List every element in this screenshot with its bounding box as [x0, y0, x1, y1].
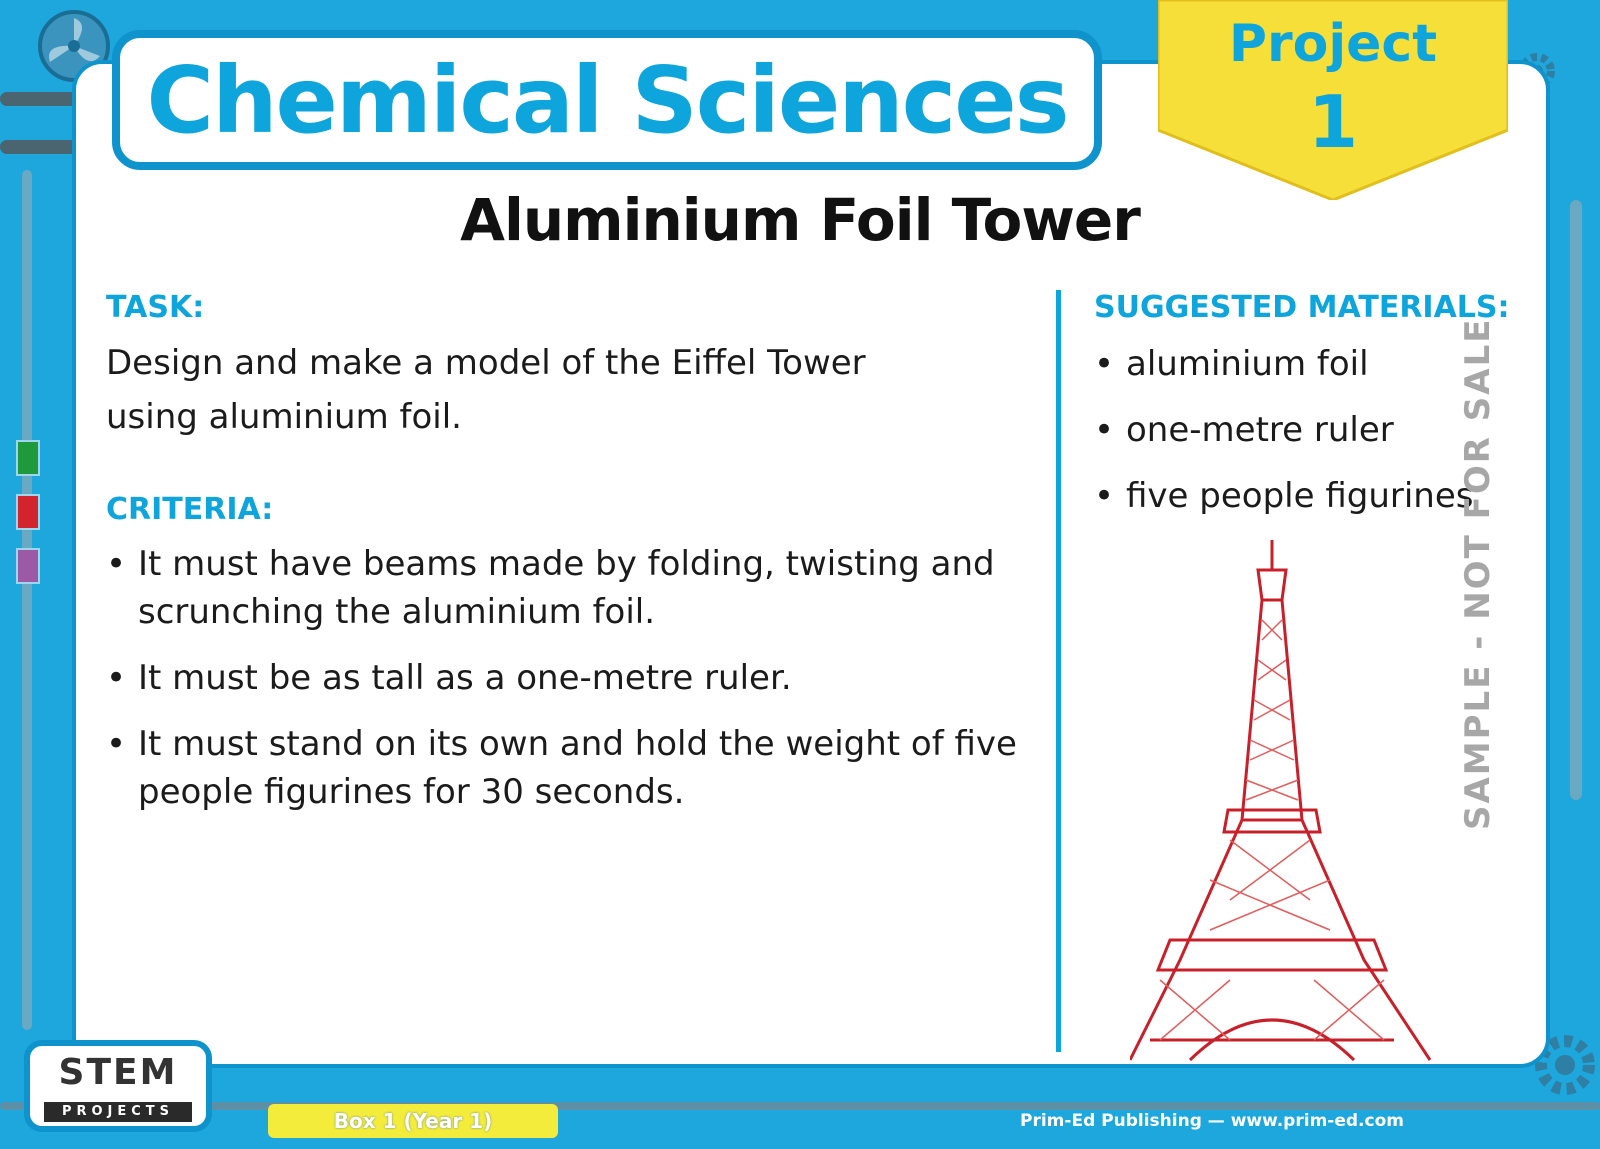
indicator-light — [16, 548, 40, 584]
eiffel-tower-illustration — [1130, 540, 1450, 1070]
page-title: Aluminium Foil Tower — [460, 186, 1140, 254]
criteria-heading: CRITERIA: — [106, 492, 274, 527]
criteria-list — [106, 540, 1026, 834]
indicator-light — [16, 440, 40, 476]
criteria-item: • It must have beams made by folding, twisting and scrunching the aluminium foil. — [106, 540, 1026, 636]
stem-logo — [24, 1040, 212, 1132]
task-line: Design and make a model of the Eiffel Tower — [106, 343, 866, 383]
project-badge — [1158, 0, 1508, 200]
indicator-light — [16, 494, 40, 530]
materials-list — [1094, 340, 1494, 538]
column-divider — [1056, 290, 1061, 1052]
logo-subtitle: PROJECTS — [44, 1102, 192, 1122]
material-item: • five people figurines — [1094, 472, 1494, 520]
task-line: using aluminium foil. — [106, 397, 462, 437]
publisher-label: Prim-Ed Publishing — www.prim-ed.com — [1020, 1111, 1404, 1131]
header-banner — [112, 30, 1102, 170]
project-label: Project — [1228, 14, 1438, 74]
material-item: • one-metre ruler — [1094, 406, 1494, 454]
material-item: • aluminium foil — [1094, 340, 1494, 388]
sample-watermark: SAMPLE - NOT FOR SALE — [1458, 317, 1498, 830]
header-title: Chemical Sciences — [146, 46, 1068, 154]
task-text — [106, 336, 1026, 444]
criteria-item: • It must be as tall as a one-metre ruler. — [106, 654, 1026, 702]
materials-heading: SUGGESTED MATERIALS: — [1094, 290, 1510, 325]
logo-word: STEM — [58, 1052, 178, 1093]
pipe — [22, 170, 32, 1030]
box-label: Box 1 (Year 1) — [268, 1104, 558, 1138]
project-number: 1 — [1307, 80, 1359, 164]
criteria-item: • It must stand on its own and hold the weight of five people figurines for 30 seconds. — [106, 720, 1026, 816]
task-heading: TASK: — [106, 290, 205, 325]
pipe — [1570, 200, 1582, 800]
